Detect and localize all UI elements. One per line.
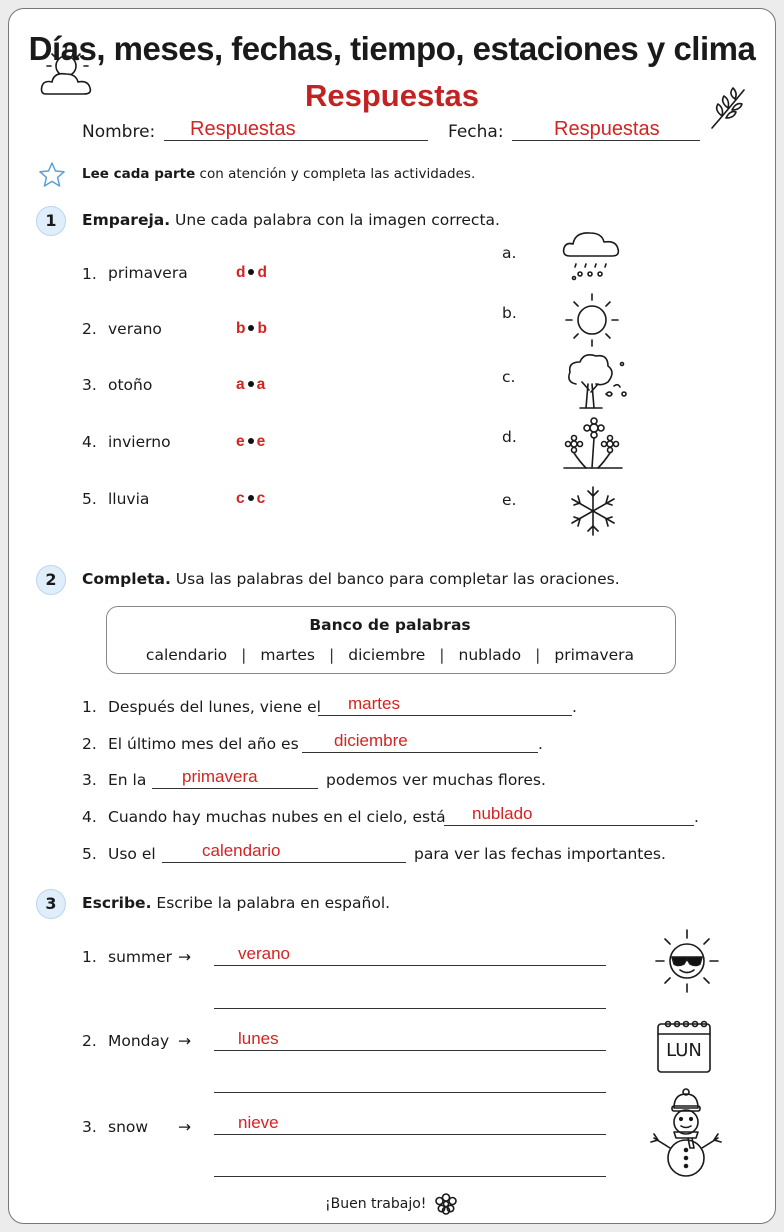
snowflake-icon: [566, 484, 620, 538]
flower-icon: [434, 1192, 458, 1216]
match-word: otoño: [108, 376, 153, 394]
picture-letter: a.: [502, 244, 517, 262]
sentence-text: Uso el: [108, 845, 156, 863]
sentence-number: 4.: [82, 808, 97, 826]
sentence-end: .: [572, 698, 577, 716]
section-number-3: 3: [36, 889, 66, 919]
match-word: invierno: [108, 433, 171, 451]
match-word: primavera: [108, 264, 188, 282]
page-title: Días, meses, fechas, tiempo, estaciones y clima: [28, 30, 756, 67]
sentence-answer[interactable]: calendario: [202, 841, 281, 860]
sentence-text: Cuando hay muchas nubes en el cielo, está: [108, 808, 446, 826]
write-number: 3.: [82, 1118, 97, 1136]
sentence-text: Después del lunes, viene el: [108, 698, 321, 716]
rain-cloud-icon: [560, 226, 624, 282]
write-word: snow: [108, 1118, 149, 1136]
sentence-end: podemos ver muchas flores.: [326, 771, 546, 789]
date-label: Fecha:: [448, 122, 504, 142]
write-word: Monday: [108, 1032, 170, 1050]
write-answer[interactable]: nieve: [238, 1113, 279, 1132]
bank-word: nublado: [458, 646, 522, 664]
write-number: 2.: [82, 1032, 97, 1050]
autumn-tree-icon: [562, 350, 632, 412]
match-answer[interactable]: b b: [236, 320, 267, 337]
match-answer[interactable]: c c: [236, 490, 266, 507]
section3-heading: Escribe. Escribe la palabra en español.: [82, 894, 391, 912]
bank-word: diciembre: [348, 646, 426, 664]
bank-word: primavera: [554, 646, 635, 664]
sentence-answer[interactable]: martes: [348, 694, 400, 713]
sentence-text: El último mes del año es: [108, 735, 299, 753]
write-answer[interactable]: verano: [238, 944, 290, 963]
arrow-icon: →: [178, 1032, 191, 1050]
footer-text: ¡Buen trabajo!: [325, 1196, 427, 1212]
match-word: lluvia: [108, 490, 150, 508]
match-answer[interactable]: d d: [236, 264, 267, 281]
sentence-number: 2.: [82, 735, 97, 753]
section-number-1: 1: [36, 206, 66, 236]
sun-sunglasses-icon: [652, 926, 722, 996]
calendar-day-label: LUN: [666, 1040, 702, 1061]
flowers-icon: [560, 416, 626, 474]
section2-heading: Completa. Usa las palabras del banco para completar las oraciones.: [82, 570, 620, 588]
sun-icon: [562, 290, 622, 350]
arrow-icon: →: [178, 1118, 191, 1136]
sentence-answer[interactable]: primavera: [182, 767, 258, 786]
bank-word: martes: [260, 646, 316, 664]
page-subtitle: Respuestas: [304, 78, 480, 113]
match-number: 4.: [82, 433, 97, 451]
match-number: 3.: [82, 376, 97, 394]
sentence-answer[interactable]: nublado: [472, 804, 533, 823]
sentence-number: 1.: [82, 698, 97, 716]
write-number: 1.: [82, 948, 97, 966]
name-answer[interactable]: Respuestas: [190, 118, 296, 140]
picture-letter: d.: [502, 428, 517, 446]
word-bank-title: Banco de palabras: [309, 616, 471, 634]
bank-word: calendario: [145, 646, 228, 664]
picture-letter: c.: [502, 368, 516, 386]
section1-heading: Empareja. Une cada palabra con la imagen correcta.: [82, 211, 500, 229]
match-answer[interactable]: a a: [236, 376, 266, 393]
write-answer[interactable]: lunes: [238, 1029, 279, 1048]
sentence-number: 5.: [82, 845, 97, 863]
match-item: 1.: [82, 265, 97, 283]
date-answer[interactable]: Respuestas: [554, 118, 660, 140]
match-number: 5.: [82, 490, 97, 508]
sentence-end: para ver las fechas importantes.: [414, 845, 666, 863]
sentence-number: 3.: [82, 771, 97, 789]
sentence-text: En la: [108, 771, 147, 789]
write-word: summer: [108, 948, 173, 966]
name-label: Nombre:: [82, 122, 156, 142]
sentence-end: .: [694, 808, 699, 826]
picture-letter: e.: [502, 491, 517, 509]
section-number-2: 2: [36, 565, 66, 595]
picture-letter: b.: [502, 304, 517, 322]
snowman-icon: [646, 1086, 726, 1178]
match-number: 2.: [82, 320, 97, 338]
word-bank-list: calendario | martes | diciembre | nublado | primavera: [145, 646, 635, 664]
match-answer[interactable]: e e: [236, 433, 266, 450]
sentence-answer[interactable]: diciembre: [334, 731, 408, 750]
instructions: Lee cada parte con atención y completa las actividades.: [82, 166, 476, 182]
match-word: verano: [108, 320, 162, 338]
star-icon: [38, 161, 66, 189]
sentence-end: .: [538, 735, 543, 753]
arrow-icon: →: [178, 948, 191, 966]
